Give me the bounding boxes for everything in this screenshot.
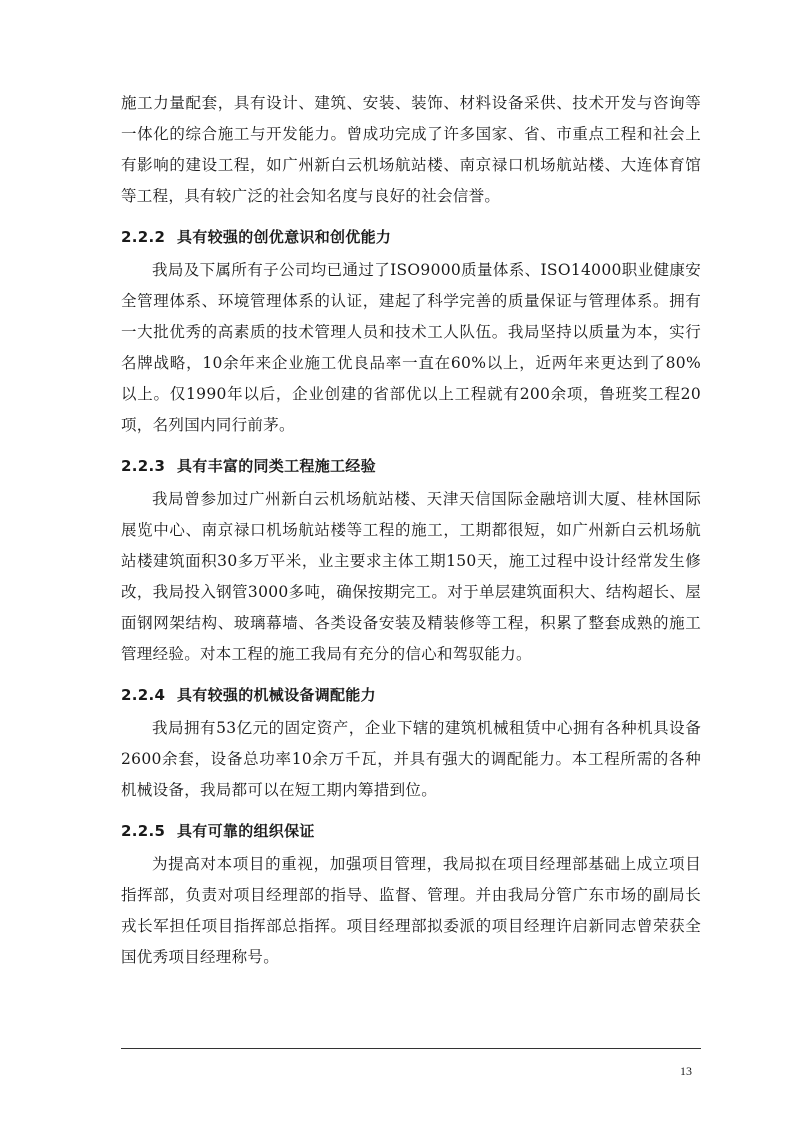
- section-paragraph: 为提高对本项目的重视，加强项目管理，我局拟在项目经理部基础上成立项目指挥部，负责对项目经理部的指导、监督、管理。并由我局分管广东市场的副局长戎长军担任项目指挥部总指挥。项目经理部拟委派的项目经理许启新同志曾荣获全国优秀项目经理称号。: [121, 855, 701, 966]
- section-paragraph: 我局曾参加过广州新白云机场航站楼、天津天信国际金融培训大厦、桂林国际展览中心、南京禄口机场航站楼等工程的施工，工期都很短，如广州新白云机场航站楼建筑面积30多万平米，业主要求主体工期150天，施工过程中设计经常发生修改，我局投入钢管3000多吨，确保按期完工。对于单层建筑面积大、结构超长、屋面钢网架结构、玻璃幕墙、各类设备安装及精装修等工程，积累了整套成熟的施工管理经验。对本工程的施工我局有充分的信心和驾驭能力。: [121, 490, 701, 663]
- intro-paragraph: 施工力量配套，具有设计、建筑、安装、装饰、材料设备采供、技术开发与咨询等一体化的综合施工与开发能力。曾成功完成了许多国家、省、市重点工程和社会上有影响的建设工程，如广州新白云机场航站楼、南京禄口机场航站楼、大连体育馆等工程，具有较广泛的社会知名度与良好的社会信誉。: [121, 94, 701, 205]
- section-title: 具有丰富的同类工程施工经验: [177, 457, 376, 475]
- section-heading: [121, 816, 701, 846]
- section-number: 2.2.3: [121, 457, 166, 475]
- section-2-2-2: [121, 222, 701, 441]
- section-2-2-4: [121, 680, 701, 806]
- section-title: 具有较强的创优意识和创优能力: [177, 228, 392, 246]
- footer-divider: [121, 1048, 701, 1049]
- section-2-2-5: [121, 816, 701, 973]
- section-title: 具有可靠的组织保证: [177, 822, 315, 840]
- document-body: [121, 88, 701, 973]
- page-number: 13: [680, 1064, 692, 1078]
- section-paragraph: 我局及下属所有子公司均已通过了ISO9000质量体系、ISO14000职业健康安全管理体系、环境管理体系的认证，建起了科学完善的质量保证与管理体系。拥有一大批优秀的高素质的技术管理人员和技术工人队伍。我局坚持以质量为本，实行名牌战略，10余年来企业施工优良品率一直在60%以上，近两年来更达到了80%以上。仅1990年以后，企业创建的省部优以上工程就有200余项，鲁班奖工程20项，名列国内同行前茅。: [121, 261, 701, 434]
- section-number: 2.2.5: [121, 822, 166, 840]
- section-title: 具有较强的机械设备调配能力: [177, 686, 376, 704]
- section-paragraph: 我局拥有53亿元的固定资产，企业下辖的建筑机械租赁中心拥有各种机具设备2600余套，设备总功率10余万千瓦，并具有强大的调配能力。本工程所需的各种机械设备，我局都可以在短工期内筹措到位。: [121, 719, 701, 799]
- section-heading: [121, 680, 701, 710]
- section-heading: [121, 451, 701, 481]
- section-2-2-3: [121, 451, 701, 670]
- section-heading: [121, 222, 701, 252]
- section-number: 2.2.2: [121, 228, 166, 246]
- section-number: 2.2.4: [121, 686, 166, 704]
